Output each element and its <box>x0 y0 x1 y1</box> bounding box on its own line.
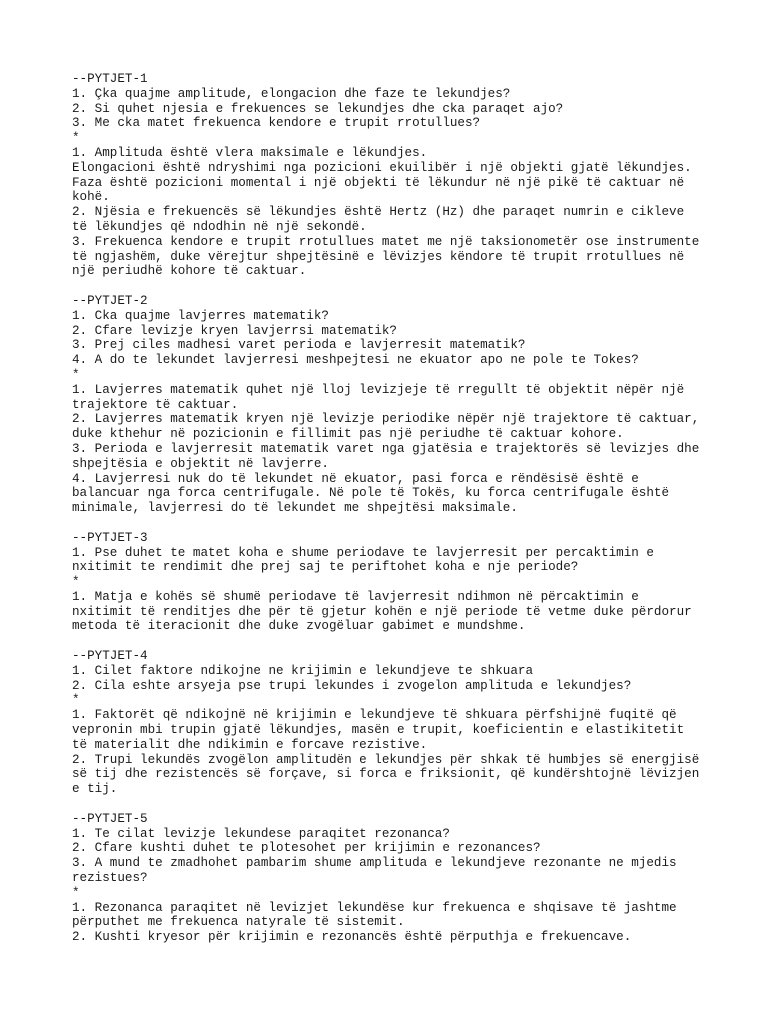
question-section <box>72 812 702 945</box>
question-line: 3. Me cka matet frekuenca kendore e trupit rrotullues? <box>72 116 481 131</box>
question-line: 3. Prej ciles madhesi varet perioda e lavjerresit matematik? <box>72 338 526 353</box>
section-header: --PYTJET-2 <box>72 293 148 308</box>
section-header: --PYTJET-4 <box>72 649 148 664</box>
answer-line: 2. Trupi lekundës zvogëlon amplitudën e lekundjes për shkak të humbjes së energjisë së tij dhe rezistencës së forçave, si forca e friksionit, që kundërshtojnë lëvizjen e tij. <box>72 752 707 797</box>
question-line: 3. A mund te zmadhohet pambarim shume amplituda e lekundjeve rezonante ne mjedis rezistues? <box>72 856 685 886</box>
section-header: --PYTJET-5 <box>72 811 148 826</box>
separator-asterisk: * <box>72 693 80 708</box>
question-line: 2. Cila eshte arsyeja pse trupi lekundes i zvogelon amplituda e lekundjes? <box>72 678 632 693</box>
answer-line: 2. Njësia e frekuencës së lëkundjes është Hertz (Hz) dhe paraqet numrin e cikleve të lëkundjes që ndodhin në një sekondë. <box>72 205 692 234</box>
answer-line: 1. Rezonanca paraqitet në levizjet lekundëse kur frekuenca e shqisave të jashtme përputhet me frekuenca natyrale të sistemit. <box>72 900 685 930</box>
separator-asterisk: * <box>72 131 80 146</box>
question-line: 2. Cfare kushti duhet te plotesohet per krijimin e rezonances? <box>72 841 541 856</box>
separator-asterisk: * <box>72 367 80 382</box>
question-section <box>72 649 707 797</box>
question-section <box>72 293 707 516</box>
question-line: 2. Si quhet njesia e frekuences se lekundjes dhe cka paraqet ajo? <box>72 101 564 116</box>
answer-line: 1. Amplituda është vlera maksimale e lëkundjes. <box>72 145 428 160</box>
separator-asterisk: * <box>72 885 80 900</box>
section-header: --PYTJET-3 <box>72 530 148 545</box>
answer-line: 1. Lavjerres matematik quhet një lloj levizjeje të rregullt të objektit nëpër një trajektore të caktuar. <box>72 382 692 412</box>
answer-line: Elongacioni është ndryshimi nga pozicioni ekuilibër i një objekti gjatë lëkundjes. <box>72 160 692 175</box>
question-line: 1. Cka quajme lavjerres matematik? <box>72 308 329 323</box>
document-body <box>72 72 707 960</box>
answer-line: 4. Lavjerresi nuk do të lekundet në ekuator, pasi forca e rëndësisë është e balancuar nga forca centrifugale. Në pole të Tokës, ku forca centrifugale është minimale, lavjerresi do të lekundet me shpejtësi maksimale. <box>72 471 677 516</box>
answer-line: 1. Matja e kohës së shumë periodave të lavjerresit ndihmon në përcaktimin e nxitimit të renditjes dhe për të gjetur kohën e një periode të vetme duke përdorur metoda të iteracionit dhe duke zvogëluar gabimet e mundshme. <box>72 589 700 634</box>
question-line: 1. Cilet faktore ndikojne ne krijimin e lekundjeve te shkuara <box>72 663 534 678</box>
answer-line: 3. Perioda e lavjerresit matematik varet nga gjatësia e trajektorës së levizjes dhe shpejtësia e objektit në lavjerre. <box>72 441 707 471</box>
section-header: --PYTJET-1 <box>72 72 148 86</box>
answer-line: 1. Faktorët që ndikojnë në krijimin e lekundjeve të shkuara përfshijnë fuqitë që vepronin mbi trupin gjatë lëkundjes, masën e trupit, koeficientin e elastikitetit të materialit dhe ndikimin e forcave rezistive. <box>72 708 692 752</box>
question-line: 1. Pse duhet te matet koha e shume periodave te lavjerresit per percaktimin e nxitimit te rendimit dhe prej saj te periftohet koha e nje periode? <box>72 545 662 575</box>
question-line: 4. A do te lekundet lavjerresi meshpejtesi ne ekuator apo ne pole te Tokes? <box>72 353 639 368</box>
question-section <box>72 72 707 279</box>
question-line: 1. Te cilat levizje lekundese paraqitet rezonanca? <box>72 826 450 841</box>
answer-line: Faza është pozicioni momental i një objekti të lëkundur në një pikë të caktuar në kohë. <box>72 175 692 205</box>
separator-asterisk: * <box>72 575 80 590</box>
answer-line: 2. Lavjerres matematik kryen një levizje periodike nëpër një trajektore të caktuar, duke kthehur në pozicionin e fillimit pas një periudhe të caktuar kohore. <box>72 412 707 442</box>
question-line: 2. Cfare levizje kryen lavjerrsi matematik? <box>72 323 397 338</box>
question-section <box>72 531 702 635</box>
question-line: 1. Çka quajme amplitude, elongacion dhe faze te lekundjes? <box>72 86 511 101</box>
answer-line: 2. Kushti kryesor për krijimin e rezonancës është përputhja e frekuencave. <box>72 930 632 945</box>
answer-line: 3. Frekuenca kendore e trupit rrotullues matet me një taksionometër ose instrumente të ngjashëm, duke vërejtur shpejtësinë e lëvizjes këndore të trupit rrotullues në një periudhë kohore të caktuar. <box>72 234 707 279</box>
